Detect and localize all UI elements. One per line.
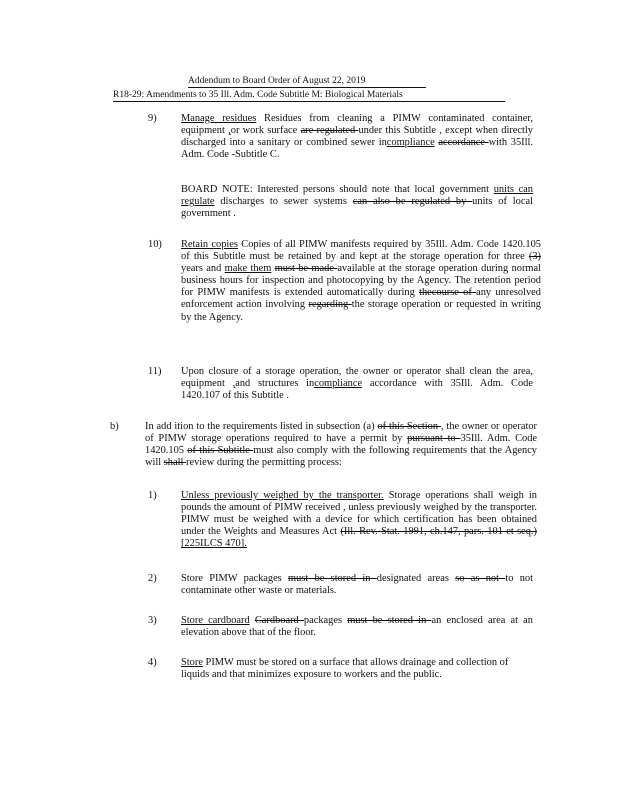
text-run: units of local government . [181,196,533,220]
header-line-2: R18-29: Amendments to 35 Ill. Adm. Code Subtitle M: Biological Materials [113,89,505,102]
text-run: Storage operations shall weigh in pounds the amount of PIMW received , unless previously weighed by the transporter. PIMW must be weighed with a device for which certification has been obtained under the Weights and Measures Act [181,490,537,538]
text-run: review during the permitting process: [186,457,342,469]
inserted-text: make them [224,263,272,275]
inserted-text: units can regulate [181,184,533,208]
deleted-text: must be stored in [347,615,432,626]
subsection-letter: b) [110,421,119,432]
paragraph-item-10 [181,239,541,324]
item-number: 9) [148,113,157,124]
paragraph-item-11 [181,366,533,402]
text-run: Store PIMW packages [181,573,289,584]
item-number: 11) [148,366,162,377]
text-run: 35Ill. Adm. Code 1420.105 [145,433,538,457]
deleted-text: so as not [455,573,506,584]
paragraph-b-4 [181,657,511,681]
deleted-text: accordance [438,137,489,149]
inserted-text: , [232,378,236,390]
text-run: , the owner or operator of PIMW storage operations required to have a permit by [145,421,537,445]
text-run: to not contaminate other waste or materials. [181,573,533,597]
inserted-text: compliance [386,137,435,149]
text-run: available at the storage operation during normal business hours for inspection and photocopying by the Agency. The retention period for PIMW manifests is extended automatically during [181,263,541,299]
deleted-text: can also be regulated by [352,196,473,208]
text-run: and structures in [235,378,315,390]
text-run: with 35Ill. Adm. Code -Subtitle C. [181,137,533,161]
text-run: Copies of all PIMW manifests required by 35Ill. Adm. Code 1420.105 of this Subtitle must be retained by and kept at the storage operation for three [181,239,541,263]
paragraph-b-2 [181,573,533,597]
item-number: 2) [148,573,157,584]
text-run: accordance with 35Ill. Adm. Code 1420.107 of this Subtitle . [181,378,533,402]
paragraph-b-3 [181,615,533,639]
item-number: 3) [148,615,157,626]
inserted-text: Manage residues [181,113,257,124]
deleted-text: regarding [308,299,352,311]
deleted-text: Cardboard [254,615,304,626]
item-number: 10) [148,239,162,250]
inserted-text: compliance [314,378,363,390]
deleted-text: (Ill. Rev. Stat. 1991, ch.147, pars. 101 et seq.) [340,526,537,538]
text-run: Residues from cleaning a PIMW contaminated container, equipment [181,113,533,137]
text-run: Upon closure of a storage operation, the owner or operator shall clean the area, equipment [181,366,533,390]
text-run: In add ition to the requirements listed in subsection (a) [145,421,378,432]
inserted-text: Store [181,657,203,668]
board-note [181,184,533,220]
text-run: BOARD NOTE: Interested persons should note that local government [181,184,494,195]
deleted-text: of this Subtitle [187,445,254,457]
paragraph-subsection-b [145,421,537,469]
deleted-text: must be stored in [288,573,377,584]
deleted-text: of this Section [377,421,441,432]
inserted-text: Unless previously weighed by the transporter. [181,490,384,501]
text-run: designated areas [376,573,456,584]
text-run: discharges to sewer systems [214,196,353,208]
text-run: the storage operation or requested in writing by the Agency. [181,299,541,323]
deleted-text: are regulated [300,125,359,137]
paragraph-b-1 [181,490,537,550]
inserted-text: , [228,125,231,137]
text-run: PIMW must be stored on a surface that allows drainage and collection of liquids and that minimizes exposure to workers and the public. [181,657,509,681]
deleted-text: shall [163,457,186,469]
header-line-1: Addendum to Board Order of August 22, 2019 [188,75,426,88]
text-run: years and [181,263,225,275]
text-run: an enclosed area at an elevation above that of the floor. [181,615,533,639]
deleted-text: must be made [274,263,338,275]
inserted-text: Store cardboard [181,615,250,626]
text-run: packages [303,615,348,626]
text-run: any unresolved enforcement action involving [181,287,541,311]
paragraph-item-9 [181,113,533,161]
inserted-text: [225ILCS 470]. [181,538,247,550]
item-number: 1) [148,490,157,501]
text-run: must also comply with the following requirements that the Agency will [145,445,538,469]
item-number: 4) [148,657,157,668]
inserted-text: Retain copies [181,239,238,250]
deleted-text: thecourse of [419,287,477,299]
deleted-text: (3) [528,251,541,263]
text-run: or work surface [230,125,301,137]
deleted-text: pursuant to [407,433,461,445]
text-run: under this Subtitle , except when directly discharged into a sanitary or combined sewer in [181,125,533,149]
